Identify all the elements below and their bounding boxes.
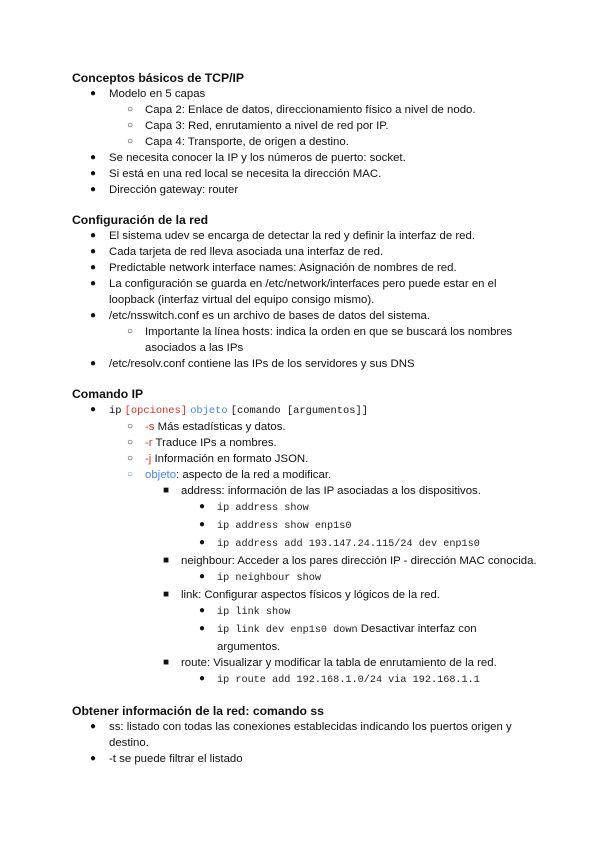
list-item: ● ip route add 192.168.1.0/24 via 192.168.1.1	[199, 673, 480, 686]
ip-objeto: objeto	[190, 405, 228, 417]
list-item: ○ Capa 3: Red, enrutamiento a nivel de red por IP.	[127, 120, 389, 132]
list-item: ● /etc/nsswitch.conf es un archivo de bases de datos del sistema.	[90, 310, 431, 322]
list-item: ● Si está en una red local se necesita la dirección MAC.	[90, 168, 382, 180]
list-item: ■ link: Configurar aspectos físicos y lógicos de la red.	[163, 589, 440, 601]
list-ss	[72, 719, 542, 767]
ip-opciones: [opciones]	[124, 405, 188, 417]
list-item: ■ address: información de las IP asociadas a los dispositivos.	[163, 485, 481, 497]
bullet-circle-icon: ○	[127, 326, 134, 337]
bullet-disc-icon: ●	[90, 184, 97, 195]
bullet-disc-icon: ●	[90, 278, 97, 289]
list-tcpip	[72, 86, 542, 198]
list-item: ■ route: Visualizar y modificar la tabla de enrutamiento de la red.	[163, 657, 497, 669]
list-item: ● -t se puede filtrar el listado	[90, 753, 243, 765]
bullet-disc-icon: ●	[90, 310, 97, 321]
list-item: ● ss: listado con todas las conexiones establecidas indicando los puertos origen y destino.	[90, 721, 512, 749]
heading-ip: Comando IP	[72, 387, 144, 401]
bullet-disc-icon: ●	[90, 753, 97, 764]
list-item: ● La configuración se guarda en /etc/network/interfaces pero puede estar en el loopback (interfaz virtual del equipo consigo mismo).	[90, 278, 497, 306]
heading-ss: Obtener información de la red: comando ss	[72, 704, 324, 718]
list-item: ● ip address show	[199, 501, 309, 514]
list-item: ● ip address add 193.147.24.115/24 dev enp1s0	[199, 537, 480, 550]
list-item: ○ -s Más estadísticas y datos.	[127, 421, 286, 433]
bullet-circle-icon: ○	[127, 104, 134, 115]
list-item: ○ -j Información en formato JSON.	[127, 453, 309, 465]
bullet-square-icon: ■	[163, 555, 170, 566]
ip-syntax-item	[72, 402, 542, 419]
list-item: ● ip neighbour show	[199, 571, 321, 584]
heading-tcpip: Conceptos básicos de TCP/IP	[72, 71, 245, 85]
bullet-circle-icon: ○	[127, 120, 134, 131]
list-item: ● ip link dev enp1s0 down Desactivar interfaz con argumentos.	[199, 623, 477, 653]
bullet-disc-icon: ●	[90, 246, 97, 257]
bullet-disc-icon: ●	[199, 519, 206, 530]
list-ip	[72, 402, 542, 689]
bullet-circle-icon: ○	[127, 469, 134, 480]
bullet-disc-icon: ●	[199, 537, 206, 548]
bullet-disc-icon: ●	[90, 152, 97, 163]
bullet-disc-icon: ●	[90, 88, 97, 99]
bullet-disc-icon: ●	[90, 230, 97, 241]
list-item: ○ Importante la línea hosts: indica la orden en que se buscará los nombres asociados a las IPs	[127, 326, 513, 354]
bullet-disc-icon: ●	[90, 262, 97, 273]
list-item: ● Modelo en 5 capas	[90, 88, 206, 100]
bullet-circle-icon: ○	[127, 437, 134, 448]
list-item: ● ip link show	[199, 605, 291, 618]
list-item: ○ Capa 2: Enlace de datos, direccionamiento físico a nivel de nodo.	[127, 104, 476, 116]
bullet-disc-icon: ●	[90, 358, 97, 369]
list-item: ■ neighbour: Acceder a los pares dirección IP - dirección MAC conocida.	[163, 555, 537, 567]
bullet-disc-icon: ●	[199, 623, 206, 634]
list-red	[72, 228, 542, 372]
heading-red: Configuración de la red	[72, 213, 209, 227]
list-item: ● Predictable network interface names: Asignación de nombres de red.	[90, 262, 457, 274]
list-item: ○ -r Traduce IPs a nombres.	[127, 437, 277, 449]
document-content	[72, 70, 542, 767]
list-item: ○ objeto: aspecto de la red a modificar.	[127, 469, 332, 481]
bullet-disc-icon: ●	[199, 673, 206, 684]
list-item: ● Cada tarjeta de red lleva asociada una interfaz de red.	[90, 246, 384, 258]
list-item: ● Dirección gateway: router	[90, 184, 239, 196]
ip-rest: [comando [argumentos]]	[230, 405, 368, 417]
bullet-square-icon: ■	[163, 589, 170, 600]
bullet-disc-icon: ●	[90, 404, 97, 415]
list-item: ● Se necesita conocer la IP y los números de puerto: socket.	[90, 152, 406, 164]
list-item: ● ip address show enp1s0	[199, 519, 352, 532]
bullet-disc-icon: ●	[199, 605, 206, 616]
bullet-square-icon: ■	[163, 485, 170, 496]
list-item: ● El sistema udev se encarga de detectar la red y definir la interfaz de red.	[90, 230, 475, 242]
bullet-disc-icon: ●	[90, 721, 97, 732]
bullet-circle-icon: ○	[127, 421, 134, 432]
bullet-disc-icon: ●	[90, 168, 97, 179]
bullet-circle-icon: ○	[127, 453, 134, 464]
ip-cmd: ip	[109, 405, 122, 417]
list-item: ● /etc/resolv.conf contiene las IPs de los servidores y sus DNS	[90, 358, 415, 370]
bullet-disc-icon: ●	[199, 501, 206, 512]
list-item: ○ Capa 4: Transporte, de origen a destino.	[127, 136, 349, 148]
bullet-circle-icon: ○	[127, 136, 134, 147]
bullet-disc-icon: ●	[199, 571, 206, 582]
bullet-square-icon: ■	[163, 657, 170, 668]
